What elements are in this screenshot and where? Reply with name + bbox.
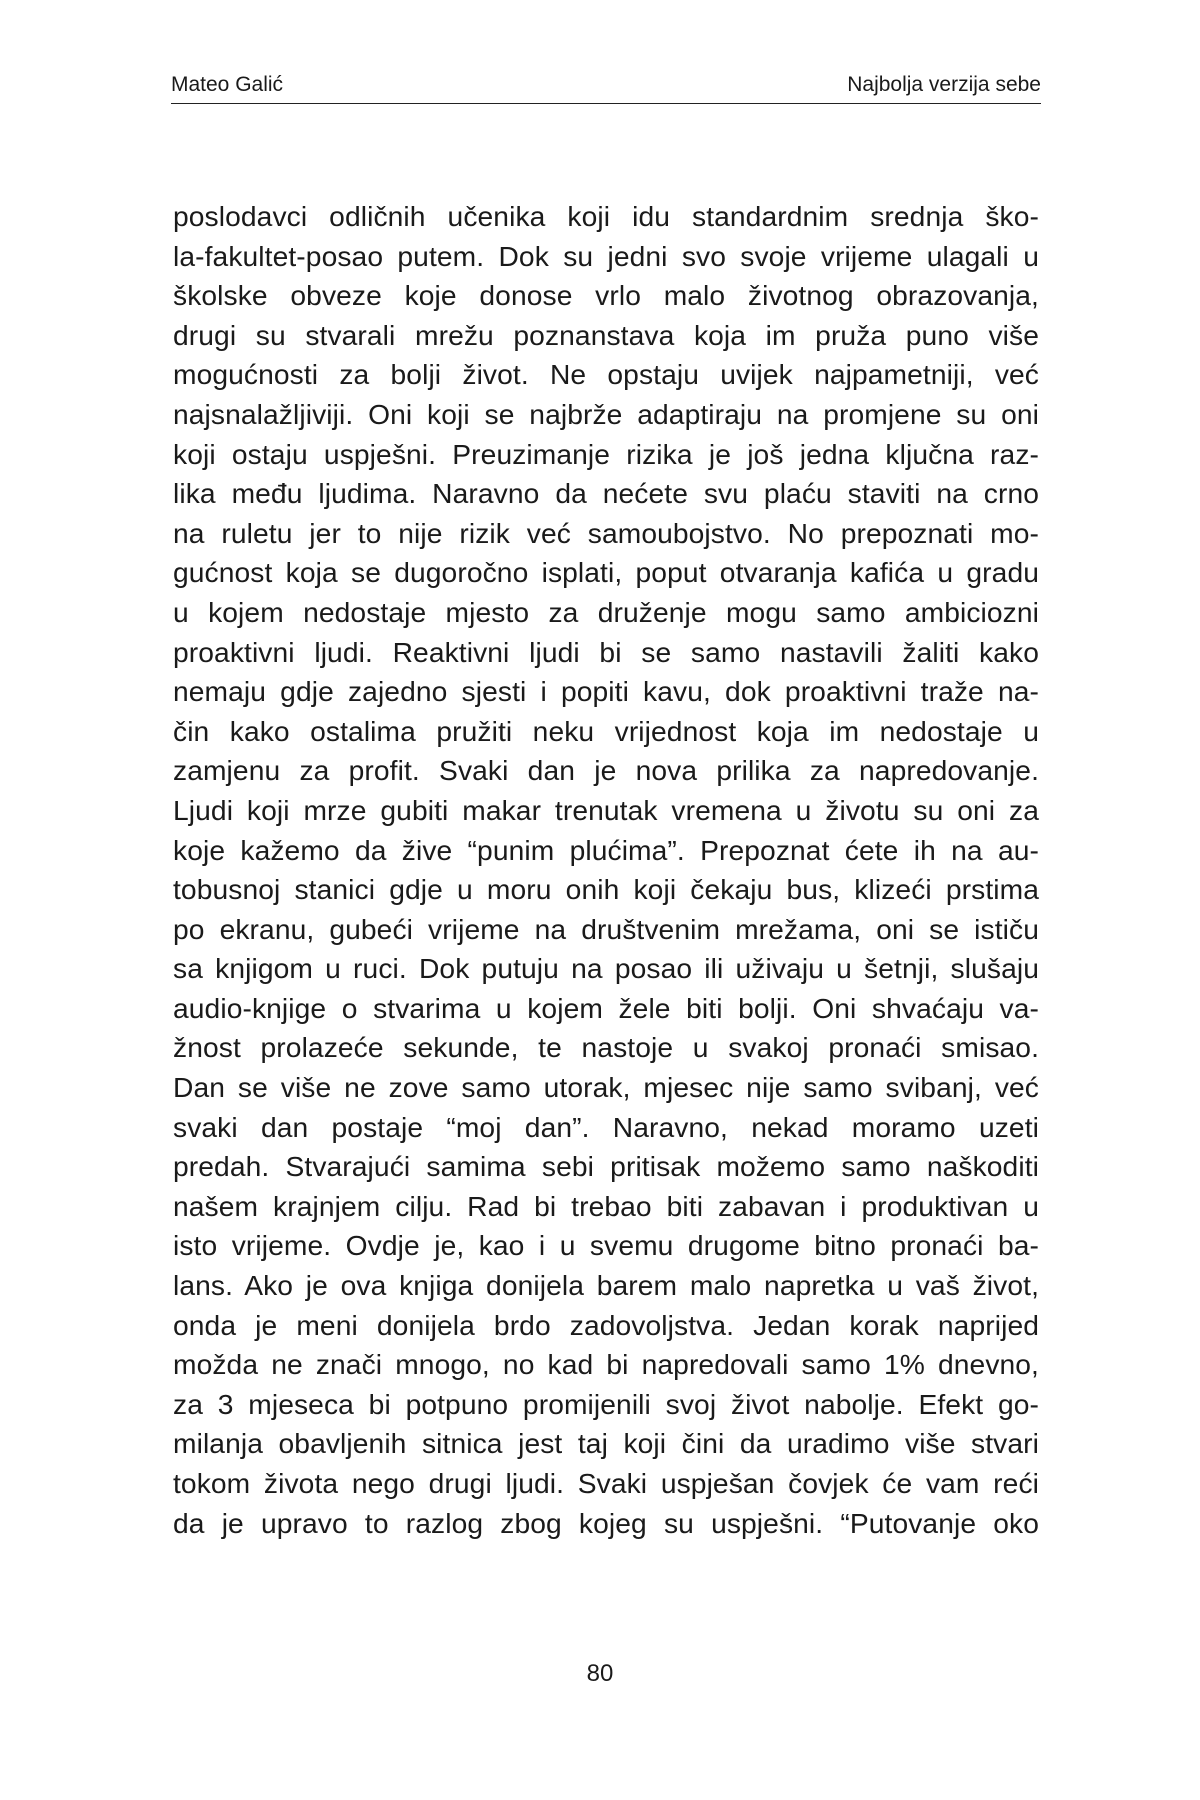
text-line: mogućnosti za bolji život. Ne opstaju uvijek najpametniji, već bbox=[173, 358, 1039, 391]
text-line: zamjenu za profit. Svaki dan je nova prilika za napredovanje. bbox=[173, 754, 1039, 787]
text-line: da je upravo to razlog zbog kojeg su uspješni. “Putovanje oko bbox=[173, 1506, 1039, 1539]
header-book-title: Najbolja verzija sebe bbox=[847, 73, 1041, 96]
running-header bbox=[171, 68, 1041, 104]
text-line: tokom života nego drugi ljudi. Svaki uspješan čovjek će vam reći bbox=[173, 1467, 1039, 1499]
text-line: Ljudi koji mrze gubiti makar trenutak vremena u životu su oni za bbox=[173, 793, 1039, 826]
text-line: drugi su stvarali mrežu poznanstava koja im pruža puno više bbox=[173, 318, 1039, 351]
text-line: gućnost koja se dugoročno isplati, poput otvaranja kafića u gradu bbox=[173, 556, 1039, 589]
text-line: u kojem nedostaje mjesto za druženje mogu samo ambiciozni bbox=[173, 595, 1039, 628]
text-line: možda ne znači mnogo, no kad bi napredovali samo 1% dnevno, bbox=[173, 1348, 1039, 1381]
text-line: milanja obavljenih sitnica jest taj koji čini da uradimo više stvari bbox=[173, 1427, 1039, 1460]
text-line: proaktivni ljudi. Reaktivni ljudi bi se samo nastavili žaliti kako bbox=[173, 635, 1039, 668]
text-line: la-fakultet-posao putem. Dok su jedni svo svoje vrijeme ulagali u bbox=[173, 239, 1039, 272]
text-line: najsnalažljiviji. Oni koji se najbrže adaptiraju na promjene su oni bbox=[173, 397, 1039, 430]
text-line: tobusnoj stanici gdje u moru onih koji čekaju bus, klizeći prstima bbox=[173, 873, 1039, 906]
text-line: čin kako ostalima pružiti neku vrijednost koja im nedostaje u bbox=[173, 714, 1039, 747]
text-line: žnost prolazeće sekunde, te nastoje u svakoj pronaći smisao. bbox=[173, 1031, 1039, 1064]
text-line: lans. Ako je ova knjiga donijela barem malo napretka u vaš život, bbox=[173, 1269, 1039, 1302]
text-line: na ruletu jer to nije rizik već samoubojstvo. No prepoznati mo- bbox=[173, 516, 1039, 549]
text-line: koje kažemo da žive “punim plućima”. Prepoznat ćete ih na au- bbox=[173, 833, 1039, 866]
page-number: 80 bbox=[586, 1660, 614, 1687]
text-line: predah. Stvarajući samima sebi pritisak možemo samo naškoditi bbox=[173, 1150, 1039, 1183]
text-line: audio-knjige o stvarima u kojem žele biti bolji. Oni shvaćaju va- bbox=[173, 991, 1039, 1024]
text-line: našem krajnjem cilju. Rad bi trebao biti zabavan i produktivan u bbox=[173, 1189, 1039, 1222]
header-author: Mateo Galić bbox=[171, 73, 284, 96]
text-line: isto vrijeme. Ovdje je, kao i u svemu drugome bitno pronaći ba- bbox=[173, 1229, 1039, 1262]
text-line: nemaju gdje zajedno sjesti i popiti kavu, dok proaktivni traže na- bbox=[173, 675, 1039, 708]
text-line: sa knjigom u ruci. Dok putuju na posao ili uživaju u šetnji, slušaju bbox=[173, 952, 1039, 985]
text-line: onda je meni donijela brdo zadovoljstva. Jedan korak naprijed bbox=[173, 1308, 1039, 1341]
body-paragraph bbox=[173, 197, 1039, 1543]
text-line: svaki dan postaje “moj dan”. Naravno, nekad moramo uzeti bbox=[173, 1110, 1039, 1143]
text-line: koji ostaju uspješni. Preuzimanje rizika je još jedna ključna raz- bbox=[173, 437, 1039, 470]
text-line: poslodavci odličnih učenika koji idu standardnim srednja ško- bbox=[173, 200, 1039, 232]
text-line: za 3 mjeseca bi potpuno promijenili svoj život nabolje. Efekt go- bbox=[173, 1387, 1039, 1420]
text-line: školske obveze koje donose vrlo malo životnog obrazovanja, bbox=[173, 279, 1039, 312]
text-line: Dan se više ne zove samo utorak, mjesec nije samo svibanj, već bbox=[173, 1071, 1039, 1104]
text-line: po ekranu, gubeći vrijeme na društvenim mrežama, oni se ističu bbox=[173, 912, 1039, 945]
text-line: lika među ljudima. Naravno da nećete svu plaću staviti na crno bbox=[173, 477, 1039, 510]
